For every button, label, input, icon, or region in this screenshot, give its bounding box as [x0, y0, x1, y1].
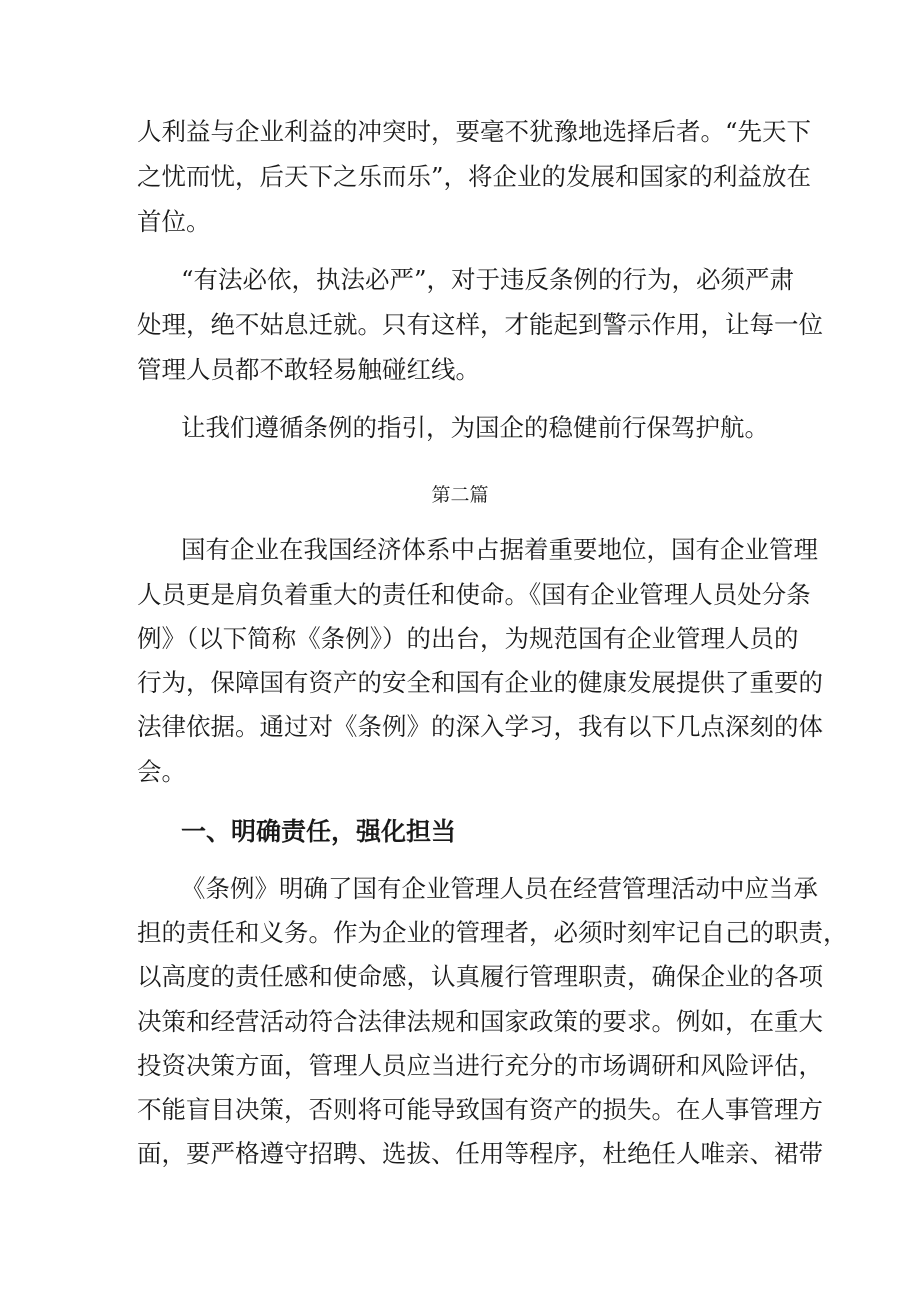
paragraph-line: “有法必依，执法必严”，对于违反条例的行为，必须严肃: [181, 265, 795, 294]
paragraph-line: 例》（以下简称《条例》）的出台，为规范国有企业管理人员的: [137, 624, 799, 653]
paragraph-line: 不能盲目决策，否则将可能导致国有资产的损失。在人事管理方: [137, 1095, 823, 1124]
paragraph-line: 投资决策方面，管理人员应当进行充分的市场调研和风险评估，: [137, 1051, 823, 1080]
paragraph-line: 以高度的责任感和使命感，认真履行管理职责，确保企业的各项: [137, 962, 823, 991]
section-title: 第二篇: [431, 484, 489, 506]
subsection-heading: 一、明确责任，强化担当: [181, 817, 457, 846]
paragraph-line: 国有企业在我国经济体系中占据着重要地位，国有企业管理: [181, 535, 818, 564]
paragraph-line: 法律依据。通过对《条例》的深入学习，我有以下几点深刻的体: [137, 712, 823, 741]
paragraph-line: 处理，绝不姑息迁就。只有这样，才能起到警示作用，让每一位: [137, 310, 823, 339]
paragraph-line: 人员更是肩负着重大的责任和使命。《国有企业管理人员处分条: [137, 580, 811, 609]
paragraph-line: 行为，保障国有资产的安全和国有企业的健康发展提供了重要的: [137, 668, 823, 697]
paragraph-line: 之忧而忧，后天下之乐而乐”，将企业的发展和国家的利益放在: [137, 162, 812, 191]
paragraph-line: 管理人员都不敢轻易触碰红线。: [137, 355, 480, 384]
paragraph-line: 人利益与企业利益的冲突时，要毫不犹豫地选择后者。“先天下: [137, 117, 812, 146]
paragraph-line: 《条例》明确了国有企业管理人员在经营管理活动中应当承: [181, 874, 818, 903]
paragraph-line: 首位。: [137, 207, 211, 236]
paragraph-line: 让我们遵循条例的指引，为国企的稳健前行保驾护航。: [181, 413, 769, 442]
paragraph-line: 担的责任和义务。作为企业的管理者，必须时刻牢记自己的职责，: [137, 918, 848, 947]
paragraph-line: 会。: [137, 757, 186, 786]
paragraph-line: 决策和经营活动符合法律法规和国家政策的要求。例如，在重大: [137, 1007, 823, 1036]
paragraph-line: 面，要严格遵守招聘、选拔、任用等程序，杜绝任人唯亲、裙带: [137, 1139, 823, 1168]
